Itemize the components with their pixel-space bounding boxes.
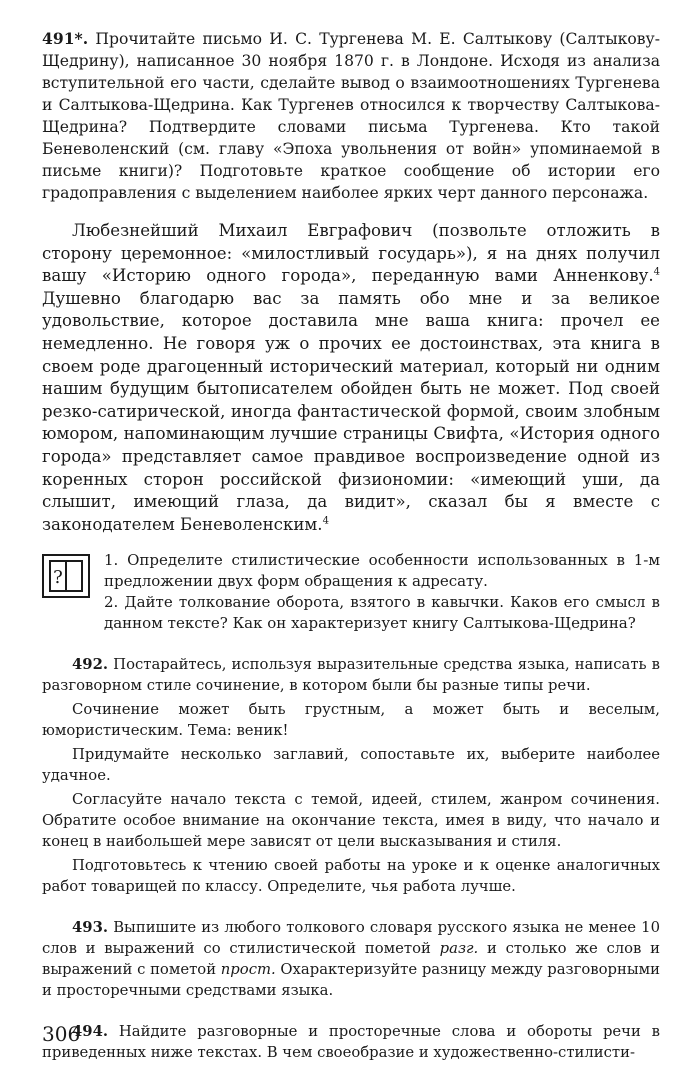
- exercise-paragraph: Придумайте несколько заглавий, сопоставьте их, выберите наиболее удачное.: [42, 746, 660, 785]
- question-2: 2. Дайте толкование оборота, взятого в кавычки. Каков его смысл в данном тексте? Как он характеризует книгу Салтыкова-Щедрина?: [104, 593, 660, 633]
- exercise-paragraph: Подготовьтесь к чтению своей работы на уроке и к оценке аналогичных работ товарищей по классу. Определите, чья работа лучше.: [42, 857, 660, 896]
- exercise-number: 494.: [72, 1023, 109, 1041]
- page-number: 306: [42, 1022, 81, 1046]
- exercise-paragraph: Согласуйте начало текста с темой, идеей, стилем, жанром сочинения. Обратите особое внимание на окончание текста, имея в виду, что начало и конец в наибольшей мере зависят от цели высказывания и стиля.: [42, 791, 660, 851]
- exercise-paragraph: Сочинение может быть грустным, а может быть и веселым, юмористическим. Тема: веник!: [42, 701, 660, 740]
- footnote-mark: 4: [322, 515, 329, 527]
- exercise-492: [42, 654, 660, 897]
- exercise-text: Найдите разговорные и просторечные слова и обороты речи в приведенных ниже текстах. В чем своеобразие и художественно-стилисти-: [42, 1023, 660, 1062]
- exercise-text: Охарактеризуйте разницу между разговорными и просторечными средствами языка.: [42, 961, 661, 1000]
- question-icon: [42, 554, 90, 598]
- exercise-text: и столько же слов и выражений с пометой: [42, 940, 660, 979]
- exercise-number: 493.: [72, 919, 109, 937]
- style-mark-prost: прост.: [220, 961, 276, 979]
- exercise-text: Выпишите из любого толкового словаря русского языка не менее 10 слов и выражений со стилистической пометой: [42, 919, 660, 958]
- exercise-491: [42, 28, 660, 204]
- exercise-493: [42, 917, 660, 1001]
- exercise-text: Прочитайте письмо И. С. Тургенева М. Е. Салтыкову (Салтыкову-Щедрину), написанное 30 ноября 1870 г. в Лондоне. Исходя из анализа вступительной его части, сделайте вывод о взаимоотношениях Тургенева и Салтыкова-Щедрина. Как Тургенев относился к творчеству Салтыкова-Щедрина? Подтвердите словами письма Тургенева. Кто такой Беневоленский (см. главу «Эпоха увольнения от войн» упоминаемой в письме книги)? Подготовьте краткое сообщение об истории его градоправления с выделением наиболее ярких черт данного персонажа.: [42, 30, 660, 202]
- exercise-number: 492.: [72, 656, 109, 674]
- page-content: [42, 28, 660, 1063]
- question-1: 1. Определите стилистические особенности использованных в 1-м предложении двух форм обращения к адресату.: [104, 551, 660, 591]
- turgenev-letter: [42, 220, 660, 536]
- footnote-mark: 4: [653, 266, 660, 278]
- letter-text-2: Душевно благодарю вас за память обо мне и за великое удовольствие, которое доставила мне ваша книга: прочел ее немедленно. Не говоря уж о прочих ее достоинствах, эта книга в своем роде драгоценный исторический материал, который ни одним нашим будущим бытописателем обойден быть не может. Под своей резко-сатирической, иногда фантастической формой, своим злобным юмором, напоминающим лучшие страницы Свифта, «История одного города» представляет самое правдивое воспроизведение одной из коренных сторон российской физиономии: «имеющий уши, да слышит, имеющий глаза, да видит», сказал бы я вместе с законодателем Беневоленским.: [42, 288, 660, 534]
- exercise-494: [42, 1021, 660, 1063]
- exercise-number: 491*.: [42, 29, 89, 48]
- questions-block: [42, 550, 660, 634]
- question-icon-label: ?: [53, 567, 63, 589]
- exercise-text: Постарайтесь, используя выразительные средства языка, написать в разговорном стиле сочинение, в котором были бы разные типы речи.: [42, 656, 660, 695]
- style-mark-razg: разг.: [439, 940, 479, 958]
- letter-text-1: Любезнейший Михаил Евграфович (позвольте отложить в сторону церемонное: «милостливый государь»), я на днях получил вашу «Историю одного города», переданную вами Анненкову.: [42, 221, 660, 286]
